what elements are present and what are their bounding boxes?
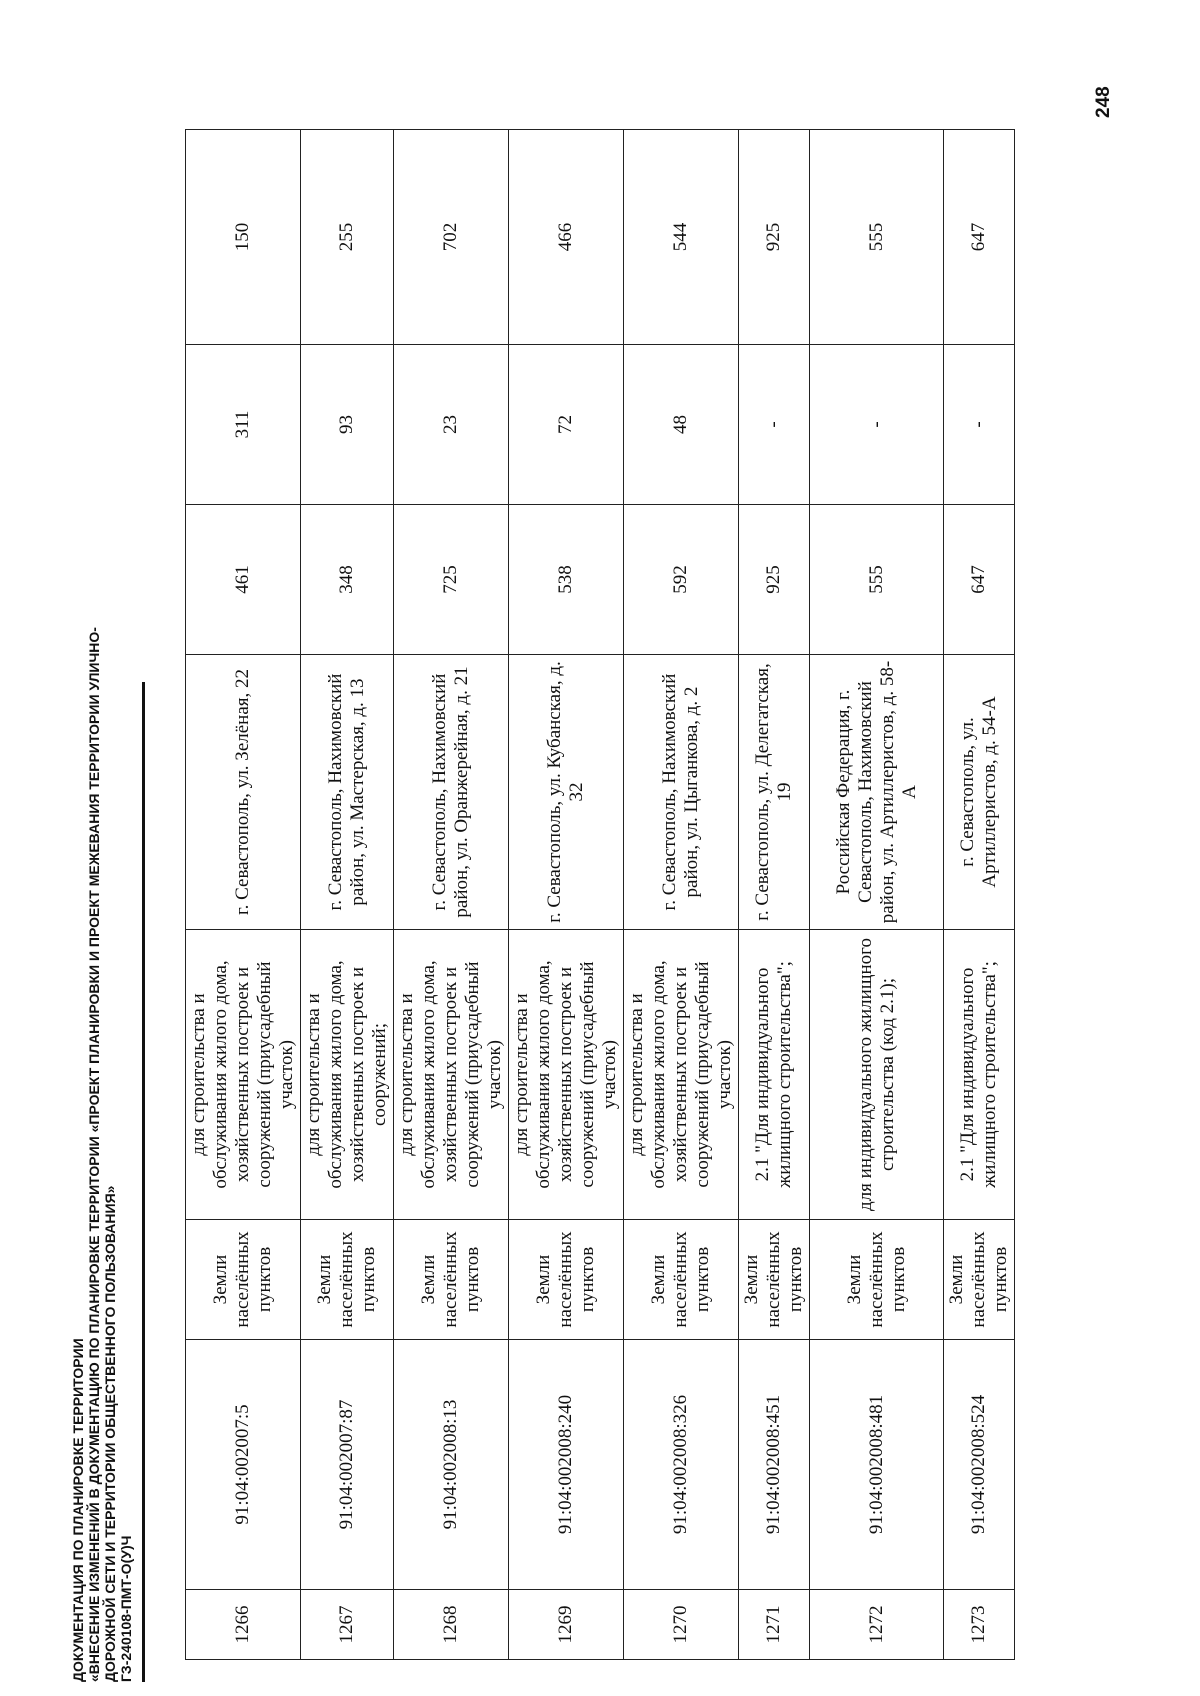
header-divider: [142, 682, 145, 1682]
plot-area: 592: [624, 505, 739, 655]
land-category: Земли населённых пунктов: [301, 1220, 394, 1340]
table-row: [301, 130, 394, 1660]
remaining-area: 466: [509, 130, 624, 345]
land-category: Земли населённых пунктов: [509, 1220, 624, 1340]
table-row: [810, 130, 944, 1660]
part-area: 23: [394, 345, 509, 505]
permitted-use: для индивидуального жилищного строительства (код 2.1);: [810, 930, 944, 1220]
header-line: ГЗ-240108-ПМТ-О(У)Ч: [118, 1535, 134, 1682]
plot-area: 555: [810, 505, 944, 655]
land-category: Земли населённых пунктов: [624, 1220, 739, 1340]
permitted-use: 2.1 "Для индивидуального жилищного строительства";: [944, 930, 1015, 1220]
part-area: 93: [301, 345, 394, 505]
address: г. Севастополь, Нахимовский район, ул. Мастерская, д. 13: [301, 655, 394, 930]
permitted-use: для строительства и обслуживания жилого дома, хозяйственных построек и сооружений (приусадебный участок): [394, 930, 509, 1220]
part-area: -: [944, 345, 1015, 505]
permitted-use: для строительства и обслуживания жилого дома, хозяйственных построек и сооружений (приусадебный участок): [624, 930, 739, 1220]
row-number: 1268: [394, 1590, 509, 1660]
land-plots-table: [185, 129, 1015, 1660]
table-row: [739, 130, 810, 1660]
address: г. Севастополь, ул. Делегатская, 19: [739, 655, 810, 930]
cadastral-number: 91:04:002008:326: [624, 1340, 739, 1590]
table-row: [394, 130, 509, 1660]
header-line: «ВНЕСЕНИЕ ИЗМЕНЕНИЙ В ДОКУМЕНТАЦИЮ ПО ПЛАНИРОВКЕ ТЕРРИТОРИИ «ПРОЕКТ ПЛАНИРОВКИ И ПРОЕКТ МЕЖЕВАНИЯ ТЕРРИТОРИИ УЛИЧНО-: [86, 627, 102, 1682]
remaining-area: 925: [739, 130, 810, 345]
row-number: 1269: [509, 1590, 624, 1660]
row-number: 1271: [739, 1590, 810, 1660]
part-area: 48: [624, 345, 739, 505]
plot-area: 461: [186, 505, 301, 655]
row-number: 1270: [624, 1590, 739, 1660]
row-number: 1272: [810, 1590, 944, 1660]
row-number: 1273: [944, 1590, 1015, 1660]
remaining-area: 544: [624, 130, 739, 345]
land-category: Земли населённых пунктов: [810, 1220, 944, 1340]
permitted-use: для строительства и обслуживания жилого дома, хозяйственных построек и сооружений (приусадебный участок): [509, 930, 624, 1220]
permitted-use: 2.1 "Для индивидуального жилищного строительства";: [739, 930, 810, 1220]
cadastral-number: 91:04:002007:5: [186, 1340, 301, 1590]
remaining-area: 702: [394, 130, 509, 345]
address: г. Севастополь, ул. Кубанская, д. 32: [509, 655, 624, 930]
land-category: Земли населённых пунктов: [944, 1220, 1015, 1340]
remaining-area: 647: [944, 130, 1015, 345]
part-area: 72: [509, 345, 624, 505]
part-area: 311: [186, 345, 301, 505]
address: г. Севастополь, Нахимовский район, ул. Цыганкова, д. 2: [624, 655, 739, 930]
permitted-use: для строительства и обслуживания жилого дома, хозяйственных построек и сооружений;: [301, 930, 394, 1220]
land-category: Земли населённых пунктов: [186, 1220, 301, 1340]
remaining-area: 150: [186, 130, 301, 345]
table-row: [509, 130, 624, 1660]
plot-area: 647: [944, 505, 1015, 655]
cadastral-number: 91:04:002007:87: [301, 1340, 394, 1590]
remaining-area: 255: [301, 130, 394, 345]
row-number: 1266: [186, 1590, 301, 1660]
permitted-use: для строительства и обслуживания жилого дома, хозяйственных построек и сооружений (приусадебный участок): [186, 930, 301, 1220]
land-category: Земли населённых пунктов: [394, 1220, 509, 1340]
plot-area: 925: [739, 505, 810, 655]
document-header: [70, 562, 134, 1682]
remaining-area: 555: [810, 130, 944, 345]
table-row: [944, 130, 1015, 1660]
table-row: [624, 130, 739, 1660]
table-row: [186, 130, 301, 1660]
cadastral-number: 91:04:002008:240: [509, 1340, 624, 1590]
address: г. Севастополь, Нахимовский район, ул. Оранжерейная, д. 21: [394, 655, 509, 930]
row-number: 1267: [301, 1590, 394, 1660]
address: г. Севастополь, ул. Артиллеристов, д. 54-А: [944, 655, 1015, 930]
cadastral-number: 91:04:002008:481: [810, 1340, 944, 1590]
plot-area: 348: [301, 505, 394, 655]
header-line: ДОРОЖНОЙ СЕТИ И ТЕРРИТОРИИ ОБЩЕСТВЕННОГО ПОЛЬЗОВАНИЯ»: [102, 1185, 118, 1682]
plot-area: 538: [509, 505, 624, 655]
address: Российская Федерация, г. Севастополь, Нахимовский район, ул. Артиллеристов, д. 58-А: [810, 655, 944, 930]
cadastral-number: 91:04:002008:13: [394, 1340, 509, 1590]
address: г. Севастополь, ул. Зелёная, 22: [186, 655, 301, 930]
plot-area: 725: [394, 505, 509, 655]
cadastral-number: 91:04:002008:451: [739, 1340, 810, 1590]
cadastral-number: 91:04:002008:524: [944, 1340, 1015, 1590]
part-area: -: [739, 345, 810, 505]
page-number: 248: [1093, 86, 1114, 118]
header-line: ДОКУМЕНТАЦИЯ ПО ПЛАНИРОВКЕ ТЕРРИТОРИИ: [70, 1338, 86, 1682]
land-category: Земли населённых пунктов: [739, 1220, 810, 1340]
part-area: -: [810, 345, 944, 505]
